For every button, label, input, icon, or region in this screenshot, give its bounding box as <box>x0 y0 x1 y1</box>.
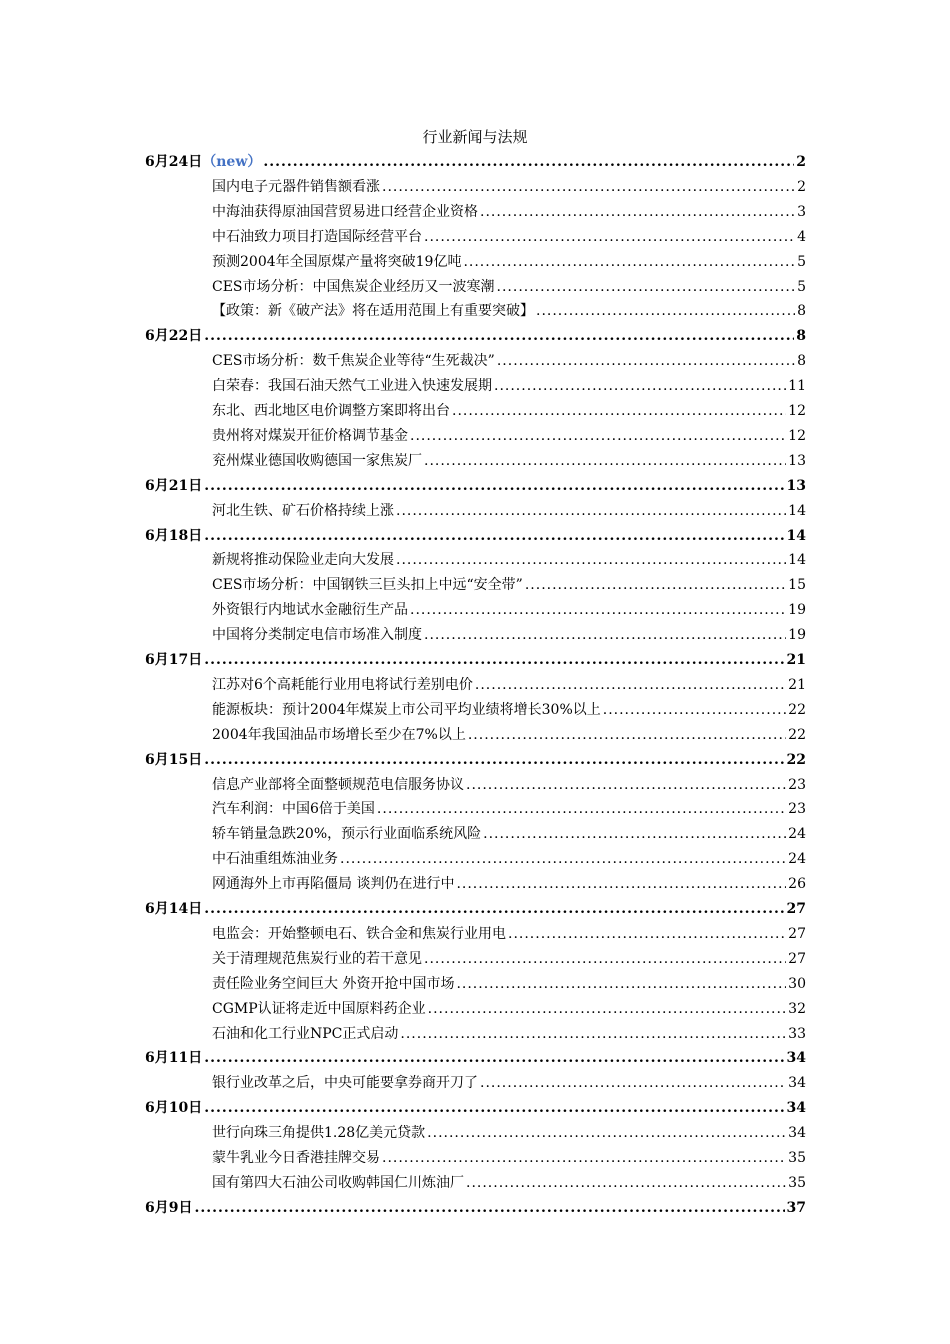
toc-entry-label: 6月11日 <box>145 1050 203 1067</box>
toc-date-heading[interactable] <box>145 1196 806 1220</box>
toc-entry[interactable] <box>212 872 806 896</box>
toc-page-number: 2 <box>796 154 806 170</box>
toc-entry-label: 银行业改革之后，中央可能要拿券商开刀了 <box>212 1075 478 1092</box>
toc-page-number: 34 <box>788 1125 806 1142</box>
toc-entry-label: 6月14日 <box>145 901 203 917</box>
dot-leader <box>475 673 786 697</box>
toc-entry-label: 6月15日 <box>145 751 203 768</box>
toc-page-number: 5 <box>797 253 806 270</box>
toc-entry-label: 贵州将对煤炭开征价格调节基金 <box>212 427 408 444</box>
toc-page-number: 21 <box>786 652 806 668</box>
toc-entry-label: 国内电子元器件销售额看涨 <box>212 178 380 195</box>
toc-page-number: 23 <box>788 801 806 818</box>
toc-entry[interactable] <box>212 1071 806 1095</box>
toc-entry-label: 6月22日 <box>145 328 203 345</box>
toc-entry-label: 兖州煤业德国收购德国一家焦炭厂 <box>212 452 422 469</box>
dot-leader <box>400 1022 786 1046</box>
toc-entry[interactable] <box>212 997 806 1021</box>
toc-entry-label: 关于清理规范焦炭行业的若干意见 <box>212 950 422 967</box>
toc-entry-label: 6月17日 <box>145 652 203 668</box>
toc-entry-label: 白荣春：我国石油天然气工业进入快速发展期 <box>212 378 492 395</box>
toc-page-number: 27 <box>786 901 806 917</box>
toc-entry-label: 信息产业部将全面整顿规范电信服务协议 <box>212 776 464 793</box>
toc-page-number: 19 <box>788 602 806 619</box>
toc-entry-label: 外资银行内地试水金融衍生产品 <box>212 602 408 619</box>
toc-entry[interactable] <box>212 573 806 597</box>
dot-leader <box>536 299 795 323</box>
toc-entry-label: 中石油重组炼油业务 <box>212 851 338 868</box>
toc-entry-label: 能源板块：预计2004年煤炭上市公司平均业绩将增长30%以上 <box>212 701 601 718</box>
toc-page-number: 19 <box>788 627 806 644</box>
dot-leader <box>204 324 794 348</box>
toc-entry-label: CES市场分析：中国焦炭企业经历又一波寒潮 <box>212 278 495 295</box>
toc-entry-label: 国有第四大石油公司收购韩国仁川炼油厂 <box>212 1174 464 1191</box>
toc-page-number: 14 <box>788 552 806 569</box>
toc-page-number: 13 <box>788 452 806 469</box>
dot-leader <box>194 1196 784 1220</box>
toc-page-number: 32 <box>788 1000 806 1017</box>
dot-leader <box>382 1146 786 1170</box>
toc-entry-label: 电监会：开始整顿电石、铁合金和焦炭行业用电 <box>212 925 506 942</box>
toc-entry-label: 预测2004年全国原煤产量将突破19亿吨 <box>212 253 462 270</box>
toc-entry-label: 世行向珠三角提供1.28亿美元贷款 <box>212 1125 426 1142</box>
toc-page-number: 24 <box>788 851 806 868</box>
toc-page-number: 30 <box>788 975 806 992</box>
dot-leader <box>204 474 784 498</box>
toc-page-number: 35 <box>788 1174 806 1191</box>
toc-entry[interactable] <box>212 972 806 996</box>
toc-entry[interactable] <box>212 499 806 523</box>
toc-entry[interactable] <box>212 250 806 274</box>
toc-entry-label: 6月10日 <box>145 1100 203 1117</box>
toc-entry[interactable] <box>212 598 806 622</box>
dot-leader <box>424 623 786 647</box>
toc-entry[interactable] <box>212 349 806 373</box>
toc-page-number: 4 <box>797 228 806 245</box>
toc-entry[interactable] <box>212 449 806 473</box>
dot-leader <box>340 847 786 871</box>
toc-entry-label: 网通海外上市再陷僵局 谈判仍在进行中 <box>212 876 455 893</box>
toc-page-number: 34 <box>786 1050 806 1067</box>
toc-entry-label: 6月18日 <box>145 527 203 544</box>
toc-entry[interactable] <box>212 947 806 971</box>
dot-leader <box>497 349 795 373</box>
dot-leader <box>603 698 786 722</box>
dot-leader <box>456 972 786 996</box>
toc-entry[interactable] <box>212 374 806 398</box>
dot-leader <box>508 922 786 946</box>
dot-leader <box>452 399 786 423</box>
toc-entry[interactable] <box>212 1022 806 1046</box>
toc-page-number: 5 <box>797 278 806 295</box>
dot-leader <box>204 524 784 548</box>
dot-leader <box>410 424 786 448</box>
dot-leader <box>428 997 787 1021</box>
toc-date-heading[interactable] <box>145 1096 806 1120</box>
toc-entry[interactable] <box>212 723 806 747</box>
toc-entry-label: 东北、西北地区电价调整方案即将出台 <box>212 403 450 419</box>
dot-leader <box>263 150 794 174</box>
dot-leader <box>497 275 796 299</box>
toc-entry[interactable] <box>212 1171 806 1195</box>
toc-entry[interactable] <box>212 424 806 448</box>
toc-date-heading[interactable] <box>145 474 806 498</box>
toc-date-heading[interactable] <box>145 897 806 921</box>
toc-page-number: 23 <box>788 776 806 793</box>
toc-entry[interactable] <box>212 548 806 572</box>
toc-page-number: 2 <box>797 178 806 195</box>
toc-date-heading[interactable] <box>145 324 806 348</box>
toc-page-number: 14 <box>788 502 806 519</box>
toc-page-number: 26 <box>788 876 806 893</box>
toc-entry-label: 中海油获得原油国营贸易进口经营企业资格 <box>212 203 478 220</box>
toc-page-number: 22 <box>788 701 806 718</box>
toc-page-number: 8 <box>796 328 806 345</box>
dot-leader <box>410 598 786 622</box>
dot-leader <box>204 748 784 772</box>
toc-entry[interactable] <box>212 175 806 199</box>
dot-leader <box>525 573 786 597</box>
toc-entry-label: 汽车利润：中国6倍于美国 <box>212 801 375 818</box>
dot-leader <box>424 947 786 971</box>
dot-leader <box>382 175 795 199</box>
toc-page-number: 12 <box>788 427 806 444</box>
toc-entry-label: 中国将分类制定电信市场准入制度 <box>212 627 422 644</box>
toc-entry[interactable] <box>212 698 806 722</box>
dot-leader <box>480 200 795 224</box>
toc-page-number: 22 <box>788 726 806 743</box>
toc-entry[interactable] <box>212 797 806 821</box>
dot-leader <box>204 648 784 672</box>
toc-entry[interactable] <box>212 275 806 299</box>
toc-page-number: 37 <box>786 1199 806 1216</box>
toc-page-number: 11 <box>788 378 806 395</box>
toc-entry[interactable] <box>212 1146 806 1170</box>
new-tag: （new） <box>202 154 262 170</box>
dot-leader <box>204 1046 784 1070</box>
toc-page-number: 27 <box>788 950 806 967</box>
toc-date-heading[interactable] <box>145 150 806 174</box>
dot-leader <box>396 548 786 572</box>
dot-leader <box>204 1096 784 1120</box>
toc-page-number: 8 <box>797 303 806 320</box>
toc-page-number: 13 <box>786 477 806 494</box>
toc-entry-label: 江苏对6个高耗能行业用电将试行差别电价 <box>212 676 473 693</box>
toc-page-number: 21 <box>788 676 806 693</box>
dot-leader <box>494 374 786 398</box>
toc-date-heading[interactable] <box>145 524 806 548</box>
toc-date-heading[interactable] <box>145 648 806 672</box>
toc-page-number: 3 <box>797 203 806 220</box>
toc-entry[interactable] <box>212 922 806 946</box>
dot-leader <box>463 250 795 274</box>
toc-entry-label: CES市场分析：中国钢铁三巨头扣上中远“安全带” <box>212 577 523 594</box>
toc-page-number: 34 <box>788 1075 806 1092</box>
toc-entry-label: CES市场分析：数千焦炭企业等待“生死裁决” <box>212 353 495 370</box>
page-title: 行业新闻与法规 <box>422 128 528 146</box>
dot-leader <box>456 872 786 896</box>
toc-entry[interactable] <box>212 773 806 797</box>
dot-leader <box>204 897 784 921</box>
dot-leader <box>424 225 795 249</box>
dot-leader <box>427 1121 786 1145</box>
toc-date-heading[interactable] <box>145 1046 806 1070</box>
toc-entry[interactable] <box>212 822 806 846</box>
toc-entry[interactable] <box>212 847 806 871</box>
toc-page-number: 33 <box>788 1025 806 1042</box>
toc-entry[interactable] <box>212 200 806 224</box>
dot-leader <box>377 797 786 821</box>
toc-page-number: 35 <box>788 1150 806 1166</box>
toc-entry-label: 2004年我国油品市场增长至少在7%以上 <box>212 726 466 743</box>
toc-entry-label: 责任险业务空间巨大 外资开抢中国市场 <box>212 975 455 992</box>
toc-date-heading[interactable] <box>145 748 806 772</box>
toc-entry[interactable] <box>212 225 806 249</box>
dot-leader <box>466 1171 786 1195</box>
toc-entry-label: CGMP认证将走近中国原料药企业 <box>212 1000 426 1017</box>
toc-page-number: 27 <box>788 925 806 942</box>
toc-entry[interactable] <box>212 1121 806 1145</box>
dot-leader <box>396 499 786 523</box>
toc-entry-label: 蒙牛乳业今日香港挂牌交易 <box>212 1150 380 1166</box>
dot-leader <box>468 723 786 747</box>
toc-entry[interactable] <box>212 399 806 423</box>
toc-entry-label: 【政策：新《破产法》将在适用范围上有重要突破】 <box>212 303 534 320</box>
toc-entry[interactable] <box>212 299 806 323</box>
toc-page-number: 34 <box>786 1100 806 1117</box>
toc-page-number: 24 <box>788 826 806 843</box>
toc-entry[interactable] <box>212 623 806 647</box>
toc-entry-label: 石油和化工行业NPC正式启动 <box>212 1025 399 1042</box>
toc-page-number: 12 <box>788 403 806 419</box>
toc-entry-label: 6月9日 <box>145 1199 193 1216</box>
toc-entry-label: 中石油致力项目打造国际经营平台 <box>212 228 422 245</box>
toc-entry[interactable] <box>212 673 806 697</box>
toc-entry-label: 河北生铁、矿石价格持续上涨 <box>212 502 394 519</box>
dot-leader <box>424 449 786 473</box>
toc-page-number: 15 <box>788 577 806 594</box>
toc-entry-label: 6月21日 <box>145 477 203 494</box>
toc-page-number: 22 <box>786 751 806 768</box>
toc-page-number: 14 <box>786 527 806 544</box>
toc-entry-label: 6月24日 <box>145 154 203 170</box>
toc-entry-label: 新规将推动保险业走向大发展 <box>212 552 394 569</box>
toc-entry-label: 轿车销量急跌20%，预示行业面临系统风险 <box>212 826 482 843</box>
dot-leader <box>483 822 786 846</box>
toc-page-number: 8 <box>797 353 806 370</box>
dot-leader <box>466 773 786 797</box>
dot-leader <box>480 1071 786 1095</box>
